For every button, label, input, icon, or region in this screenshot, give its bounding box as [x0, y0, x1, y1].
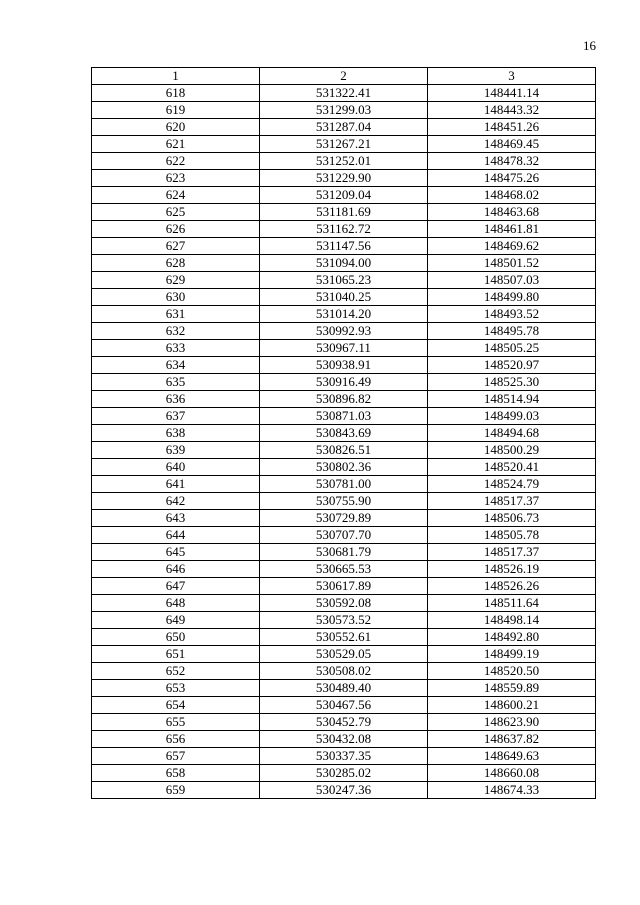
table-row: [92, 170, 596, 187]
point-number-cell: 626: [92, 221, 260, 238]
coordinate-x-cell: 531162.72: [260, 221, 428, 238]
point-number-cell: 622: [92, 153, 260, 170]
coordinate-x-cell: 530681.79: [260, 544, 428, 561]
table-row: [92, 425, 596, 442]
table-row: [92, 748, 596, 765]
coordinate-y-cell: 148475.26: [428, 170, 596, 187]
coordinate-y-cell: 148511.64: [428, 595, 596, 612]
coordinate-x-cell: 531267.21: [260, 136, 428, 153]
table-row: [92, 272, 596, 289]
point-number-cell: 623: [92, 170, 260, 187]
table-row: [92, 561, 596, 578]
coordinate-x-cell: 530508.02: [260, 663, 428, 680]
coordinate-x-cell: 530896.82: [260, 391, 428, 408]
table-header-row: [92, 68, 596, 85]
coordinate-x-cell: 531209.04: [260, 187, 428, 204]
coordinate-y-cell: 148499.80: [428, 289, 596, 306]
table-row: [92, 340, 596, 357]
coordinate-y-cell: 148498.14: [428, 612, 596, 629]
coordinate-x-cell: 531181.69: [260, 204, 428, 221]
point-number-cell: 629: [92, 272, 260, 289]
column-header-1: 1: [92, 68, 260, 85]
point-number-cell: 655: [92, 714, 260, 731]
point-number-cell: 644: [92, 527, 260, 544]
coordinate-y-cell: 148526.19: [428, 561, 596, 578]
table-row: [92, 765, 596, 782]
point-number-cell: 642: [92, 493, 260, 510]
point-number-cell: 636: [92, 391, 260, 408]
point-number-cell: 632: [92, 323, 260, 340]
coordinate-x-cell: 530938.91: [260, 357, 428, 374]
table-row: [92, 136, 596, 153]
point-number-cell: 621: [92, 136, 260, 153]
table-row: [92, 102, 596, 119]
coordinate-x-cell: 530916.49: [260, 374, 428, 391]
coordinate-y-cell: 148493.52: [428, 306, 596, 323]
coordinate-x-cell: 531014.20: [260, 306, 428, 323]
point-number-cell: 620: [92, 119, 260, 136]
coordinate-x-cell: 530592.08: [260, 595, 428, 612]
coordinate-y-cell: 148506.73: [428, 510, 596, 527]
coordinate-x-cell: 531094.00: [260, 255, 428, 272]
coordinate-x-cell: 530552.61: [260, 629, 428, 646]
coordinate-y-cell: 148674.33: [428, 782, 596, 799]
coordinate-x-cell: 531229.90: [260, 170, 428, 187]
coordinate-y-cell: 148505.25: [428, 340, 596, 357]
point-number-cell: 654: [92, 697, 260, 714]
table-row: [92, 374, 596, 391]
coordinate-y-cell: 148492.80: [428, 629, 596, 646]
coordinate-x-cell: 530729.89: [260, 510, 428, 527]
coordinate-x-cell: 531040.25: [260, 289, 428, 306]
point-number-cell: 645: [92, 544, 260, 561]
table-row: [92, 731, 596, 748]
coordinate-y-cell: 148524.79: [428, 476, 596, 493]
coordinate-x-cell: 530871.03: [260, 408, 428, 425]
coordinate-x-cell: 530432.08: [260, 731, 428, 748]
table-row: [92, 782, 596, 799]
coordinate-y-cell: 148517.37: [428, 544, 596, 561]
point-number-cell: 627: [92, 238, 260, 255]
coordinate-x-cell: 530467.56: [260, 697, 428, 714]
coordinate-y-cell: 148441.14: [428, 85, 596, 102]
point-number-cell: 637: [92, 408, 260, 425]
coordinate-x-cell: 530617.89: [260, 578, 428, 595]
table-row: [92, 255, 596, 272]
table-row: [92, 680, 596, 697]
table-row: [92, 306, 596, 323]
coordinate-y-cell: 148520.41: [428, 459, 596, 476]
coordinate-x-cell: 530247.36: [260, 782, 428, 799]
coordinate-x-cell: 530452.79: [260, 714, 428, 731]
coordinate-x-cell: 530529.05: [260, 646, 428, 663]
column-header-3: 3: [428, 68, 596, 85]
table-row: [92, 323, 596, 340]
table-body: [92, 85, 596, 799]
table-row: [92, 476, 596, 493]
coordinate-y-cell: 148559.89: [428, 680, 596, 697]
point-number-cell: 639: [92, 442, 260, 459]
table-row: [92, 289, 596, 306]
coordinate-y-cell: 148469.45: [428, 136, 596, 153]
coordinate-y-cell: 148526.26: [428, 578, 596, 595]
point-number-cell: 652: [92, 663, 260, 680]
table-row: [92, 714, 596, 731]
coordinates-table: [91, 67, 596, 799]
point-number-cell: 658: [92, 765, 260, 782]
point-number-cell: 633: [92, 340, 260, 357]
point-number-cell: 653: [92, 680, 260, 697]
point-number-cell: 618: [92, 85, 260, 102]
coordinate-y-cell: 148495.78: [428, 323, 596, 340]
coordinate-y-cell: 148505.78: [428, 527, 596, 544]
coordinate-x-cell: 530489.40: [260, 680, 428, 697]
table-row: [92, 221, 596, 238]
coordinate-y-cell: 148469.62: [428, 238, 596, 255]
table-row: [92, 527, 596, 544]
coordinate-x-cell: 530285.02: [260, 765, 428, 782]
coordinate-x-cell: 530992.93: [260, 323, 428, 340]
point-number-cell: 631: [92, 306, 260, 323]
coordinate-y-cell: 148461.81: [428, 221, 596, 238]
table-row: [92, 595, 596, 612]
point-number-cell: 630: [92, 289, 260, 306]
point-number-cell: 659: [92, 782, 260, 799]
table-row: [92, 646, 596, 663]
coordinate-x-cell: 530826.51: [260, 442, 428, 459]
coordinate-y-cell: 148525.30: [428, 374, 596, 391]
coordinate-y-cell: 148468.02: [428, 187, 596, 204]
table-row: [92, 357, 596, 374]
coordinate-y-cell: 148499.19: [428, 646, 596, 663]
table-row: [92, 204, 596, 221]
coordinate-y-cell: 148649.63: [428, 748, 596, 765]
coordinate-x-cell: 530573.52: [260, 612, 428, 629]
column-header-2: 2: [260, 68, 428, 85]
point-number-cell: 646: [92, 561, 260, 578]
table-row: [92, 119, 596, 136]
coordinate-y-cell: 148443.32: [428, 102, 596, 119]
coordinate-y-cell: 148517.37: [428, 493, 596, 510]
table-row: [92, 629, 596, 646]
coordinate-x-cell: 531252.01: [260, 153, 428, 170]
point-number-cell: 657: [92, 748, 260, 765]
table-row: [92, 578, 596, 595]
coordinate-x-cell: 530967.11: [260, 340, 428, 357]
coordinate-y-cell: 148520.97: [428, 357, 596, 374]
coordinate-x-cell: 530337.35: [260, 748, 428, 765]
point-number-cell: 624: [92, 187, 260, 204]
coordinate-x-cell: 530707.70: [260, 527, 428, 544]
coordinate-x-cell: 531065.23: [260, 272, 428, 289]
table-row: [92, 459, 596, 476]
table-row: [92, 85, 596, 102]
coordinate-x-cell: 531322.41: [260, 85, 428, 102]
point-number-cell: 647: [92, 578, 260, 595]
table-row: [92, 663, 596, 680]
point-number-cell: 640: [92, 459, 260, 476]
coordinate-y-cell: 148623.90: [428, 714, 596, 731]
point-number-cell: 650: [92, 629, 260, 646]
coordinate-x-cell: 531287.04: [260, 119, 428, 136]
coordinate-y-cell: 148499.03: [428, 408, 596, 425]
coordinate-x-cell: 530802.36: [260, 459, 428, 476]
coordinate-y-cell: 148500.29: [428, 442, 596, 459]
table-row: [92, 391, 596, 408]
coordinate-x-cell: 530665.53: [260, 561, 428, 578]
point-number-cell: 619: [92, 102, 260, 119]
coordinate-x-cell: 531147.56: [260, 238, 428, 255]
coordinate-x-cell: 530843.69: [260, 425, 428, 442]
coordinate-y-cell: 148520.50: [428, 663, 596, 680]
page-number: 16: [583, 38, 596, 53]
coordinate-x-cell: 530781.00: [260, 476, 428, 493]
table-row: [92, 493, 596, 510]
point-number-cell: 635: [92, 374, 260, 391]
coordinate-y-cell: 148463.68: [428, 204, 596, 221]
point-number-cell: 643: [92, 510, 260, 527]
table-row: [92, 697, 596, 714]
point-number-cell: 648: [92, 595, 260, 612]
table-row: [92, 187, 596, 204]
coordinate-y-cell: 148600.21: [428, 697, 596, 714]
coordinate-y-cell: 148478.32: [428, 153, 596, 170]
point-number-cell: 651: [92, 646, 260, 663]
coordinate-y-cell: 148494.68: [428, 425, 596, 442]
point-number-cell: 628: [92, 255, 260, 272]
coordinate-x-cell: 531299.03: [260, 102, 428, 119]
point-number-cell: 656: [92, 731, 260, 748]
table-row: [92, 544, 596, 561]
coordinate-y-cell: 148637.82: [428, 731, 596, 748]
coordinate-y-cell: 148660.08: [428, 765, 596, 782]
table-row: [92, 238, 596, 255]
point-number-cell: 649: [92, 612, 260, 629]
point-number-cell: 638: [92, 425, 260, 442]
coordinate-y-cell: 148451.26: [428, 119, 596, 136]
coordinate-x-cell: 530755.90: [260, 493, 428, 510]
point-number-cell: 641: [92, 476, 260, 493]
table-row: [92, 442, 596, 459]
table-row: [92, 153, 596, 170]
coordinate-y-cell: 148514.94: [428, 391, 596, 408]
table-row: [92, 612, 596, 629]
point-number-cell: 634: [92, 357, 260, 374]
table-row: [92, 510, 596, 527]
coordinate-y-cell: 148507.03: [428, 272, 596, 289]
coordinate-y-cell: 148501.52: [428, 255, 596, 272]
table-row: [92, 408, 596, 425]
point-number-cell: 625: [92, 204, 260, 221]
